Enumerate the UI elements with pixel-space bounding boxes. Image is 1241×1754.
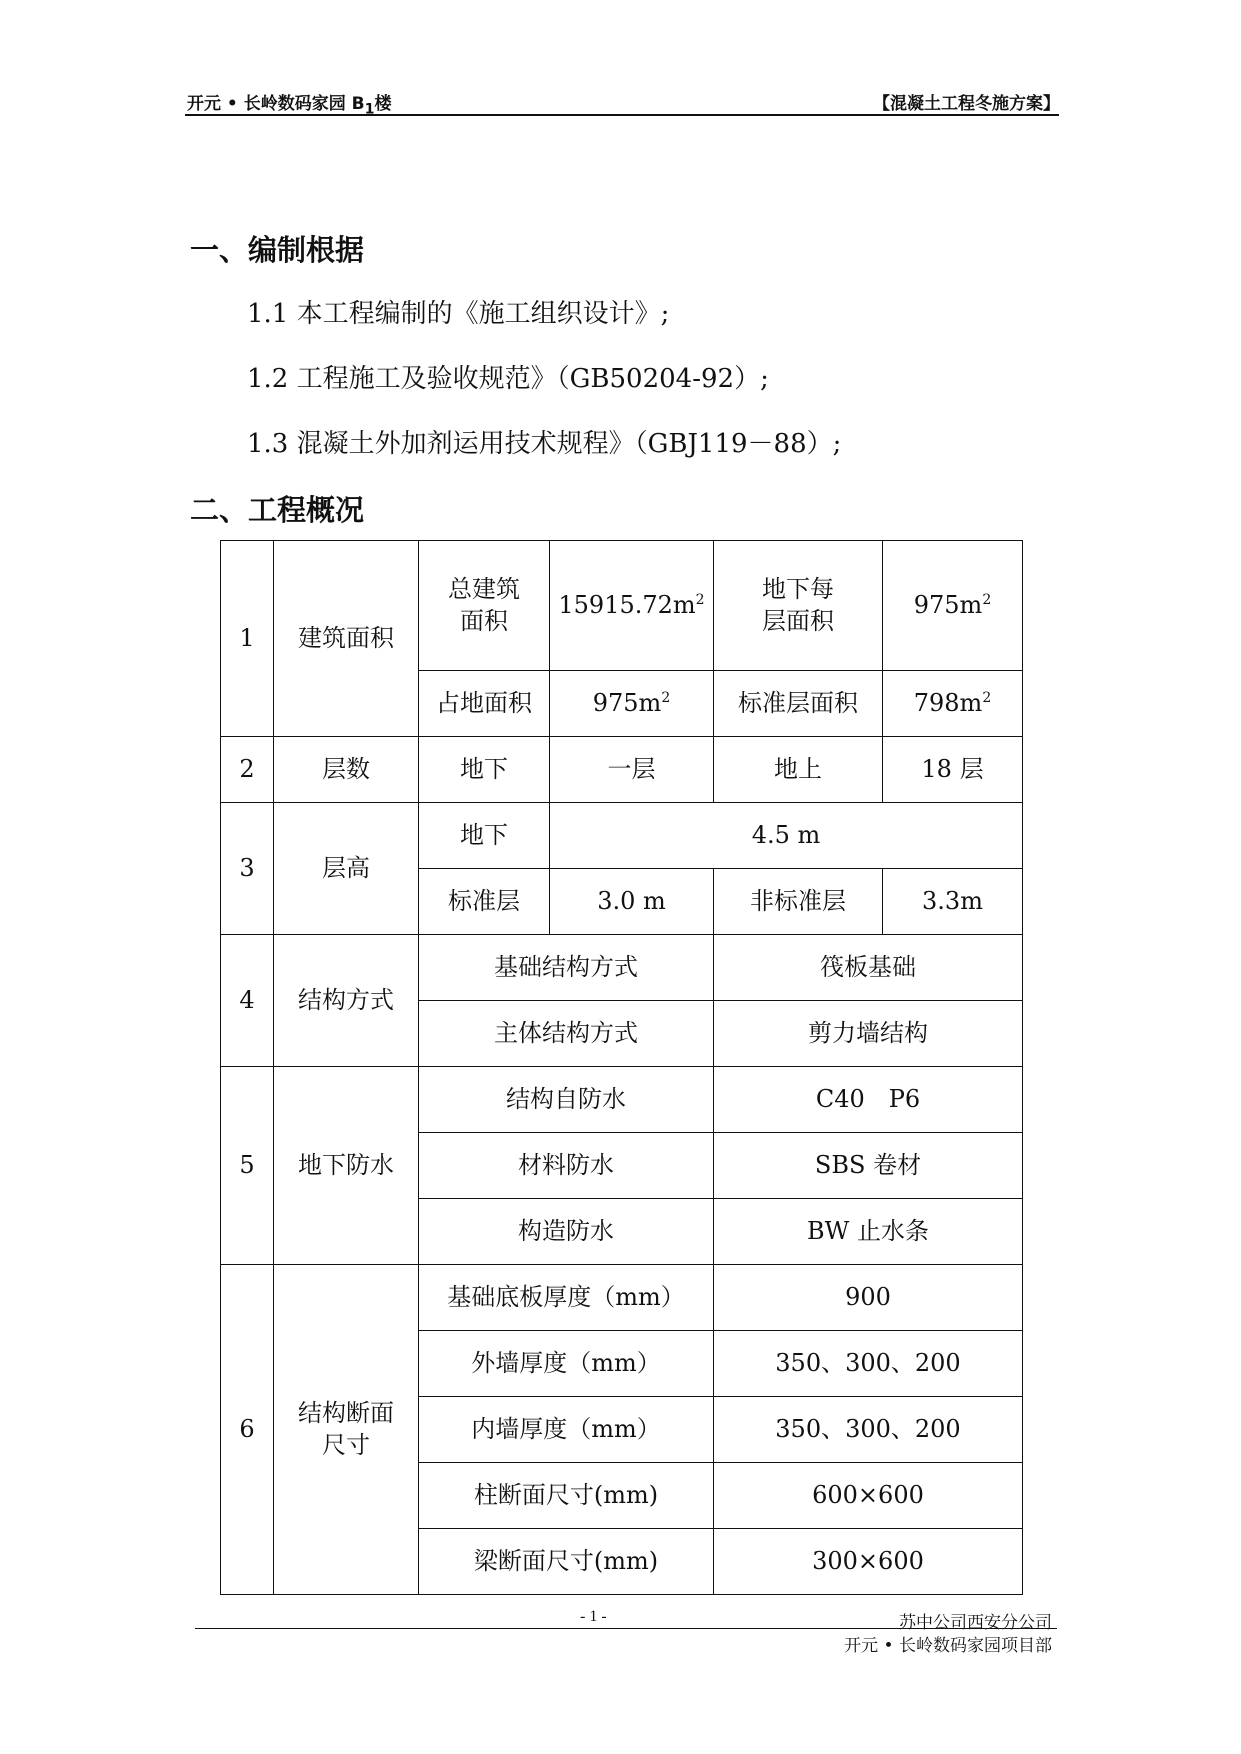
category-line: 尺寸	[322, 1430, 370, 1459]
header-document-title: 【混凝土工程冬施方案】	[873, 94, 1060, 114]
cell-label: 材料防水	[419, 1133, 714, 1199]
cell-value: SBS 卷材	[714, 1133, 1023, 1199]
value-text: 798m	[913, 688, 983, 717]
table-row	[221, 803, 1023, 869]
cell-label: 地下	[419, 737, 550, 803]
footer-divider	[195, 1628, 1057, 1629]
superscript: 2	[661, 689, 671, 706]
value-text: 15915.72m	[558, 590, 696, 619]
cell-label: 基础结构方式	[419, 935, 714, 1001]
value-text: 975m	[592, 688, 662, 717]
project-overview-table	[220, 540, 1023, 1595]
row-category: 建筑面积	[274, 541, 419, 737]
table-row	[221, 935, 1023, 1001]
cell-value: 300×600	[714, 1529, 1023, 1595]
row-number: 3	[221, 803, 274, 935]
label-line: 地下每	[762, 575, 834, 604]
cell-label: 构造防水	[419, 1199, 714, 1265]
superscript: 2	[695, 591, 705, 608]
cell-label: 柱断面尺寸(mm)	[419, 1463, 714, 1529]
section-1-heading: 一、编制根据	[190, 233, 365, 267]
header-project-sub: 1	[364, 101, 375, 118]
cell-value	[550, 671, 714, 737]
cell-label: 标准层面积	[714, 671, 883, 737]
label-line: 总建筑	[448, 575, 520, 604]
cell-label	[714, 541, 883, 671]
superscript: 2	[982, 591, 992, 608]
basis-item-2: 1.2 工程施工及验收规范》（GB50204-92）;	[247, 364, 769, 394]
table-row	[221, 1067, 1023, 1133]
cell-label: 标准层	[419, 869, 550, 935]
cell-value: 900	[714, 1265, 1023, 1331]
cell-value: 4.5 m	[550, 803, 1023, 869]
cell-value: 18 层	[883, 737, 1023, 803]
superscript: 2	[982, 689, 992, 706]
cell-label: 外墙厚度（mm）	[419, 1331, 714, 1397]
row-number: 4	[221, 935, 274, 1067]
cell-value: 350、300、200	[714, 1331, 1023, 1397]
row-number: 1	[221, 541, 274, 737]
cell-value: 600×600	[714, 1463, 1023, 1529]
cell-value: 350、300、200	[714, 1397, 1023, 1463]
footer-project-dept: 开元 • 长岭数码家园项目部	[844, 1636, 1052, 1656]
cell-value	[883, 541, 1023, 671]
row-category: 层高	[274, 803, 419, 935]
cell-label: 占地面积	[419, 671, 550, 737]
cell-label: 非标准层	[714, 869, 883, 935]
cell-label: 梁断面尺寸(mm)	[419, 1529, 714, 1595]
cell-label: 主体结构方式	[419, 1001, 714, 1067]
cell-value: 筏板基础	[714, 935, 1023, 1001]
header-divider	[185, 114, 1059, 116]
footer-company: 苏中公司西安分公司	[899, 1613, 1052, 1633]
section-2-heading: 二、工程概况	[190, 493, 365, 527]
cell-label: 基础底板厚度（mm）	[419, 1265, 714, 1331]
row-category	[274, 1265, 419, 1595]
row-category: 结构方式	[274, 935, 419, 1067]
cell-value	[550, 541, 714, 671]
row-category: 层数	[274, 737, 419, 803]
table-row	[221, 737, 1023, 803]
value-text: 975m	[913, 590, 983, 619]
basis-item-3: 1.3 混凝土外加剂运用技术规程》（GBJ119－88）;	[247, 429, 842, 459]
row-category: 地下防水	[274, 1067, 419, 1265]
label-line: 层面积	[762, 606, 834, 635]
page-number: - 1 -	[580, 1608, 607, 1625]
cell-value: 3.0 m	[550, 869, 714, 935]
table-row	[221, 1265, 1023, 1331]
header-project-suffix: 楼	[374, 94, 392, 114]
label-line: 面积	[460, 606, 508, 635]
cell-label: 地上	[714, 737, 883, 803]
table-row	[221, 541, 1023, 671]
row-number: 5	[221, 1067, 274, 1265]
basis-item-1: 1.1 本工程编制的《施工组织设计》;	[247, 299, 670, 329]
row-number: 2	[221, 737, 274, 803]
cell-value: 剪力墙结构	[714, 1001, 1023, 1067]
cell-label: 结构自防水	[419, 1067, 714, 1133]
cell-value: C40 P6	[714, 1067, 1023, 1133]
header-project-main: 开元 • 长岭数码家园 B	[187, 94, 365, 114]
row-number: 6	[221, 1265, 274, 1595]
cell-value: BW 止水条	[714, 1199, 1023, 1265]
category-line: 结构断面	[298, 1399, 394, 1428]
cell-value: 3.3m	[883, 869, 1023, 935]
cell-label: 地下	[419, 803, 550, 869]
cell-label	[419, 541, 550, 671]
cell-value	[883, 671, 1023, 737]
cell-value: 一层	[550, 737, 714, 803]
cell-label: 内墙厚度（mm）	[419, 1397, 714, 1463]
